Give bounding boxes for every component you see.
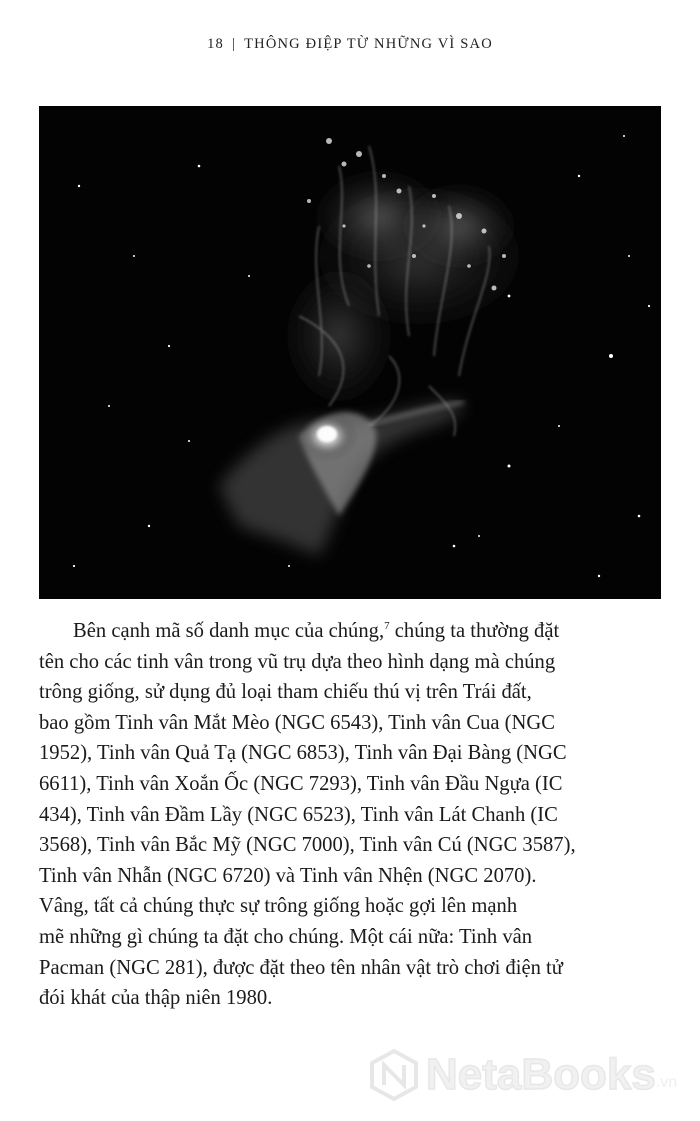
chapter-title: THÔNG ĐIỆP TỪ NHỮNG VÌ SAO [244,36,493,52]
watermark-domain: .vn [655,1074,678,1091]
body-paragraph [39,616,665,1014]
nebula-photo [39,106,661,599]
text-line: Pacman (NGC 281), được đặt theo tên nhân vật trò chơi điện tử [39,956,563,979]
watermark-text: NetaBooks [426,1050,656,1099]
text-line: 3568), Tinh vân Bắc Mỹ (NGC 7000), Tinh vân Cú (NGC 3587), [39,834,576,857]
text-line: trông giống, sử dụng đủ loại tham chiếu thú vị trên Trái đất, [39,681,532,704]
text-line: 434), Tinh vân Đầm Lầy (NGC 6523), Tinh vân Lát Chanh (IC [39,803,558,826]
nebula-photo-icon [39,106,661,599]
netabooks-logo-icon [368,1049,420,1101]
text-line: đói khát của thập niên 1980. [39,987,273,1010]
text-line: tên cho các tinh vân trong vũ trụ dựa theo hình dạng mà chúng [39,650,556,673]
text-line: 1952), Tinh vân Quả Tạ (NGC 6853), Tinh vân Đại Bàng (NGC [39,742,567,765]
text-segment: Bên cạnh mã số danh mục của chúng, [73,620,385,642]
running-header [0,36,700,53]
text-line: Vâng, tất cả chúng thực sự trông giống hoặc gợi lên mạnh [39,895,518,918]
text-line [39,616,665,647]
text-line: bao gồm Tinh vân Mắt Mèo (NGC 6543), Tinh vân Cua (NGC [39,711,556,734]
text-line: Tinh vân Nhẫn (NGC 6720) và Tinh vân Nhện (NGC 2070). [39,864,537,887]
footnote-marker: 7 [384,620,390,632]
text-line: 6611), Tinh vân Xoắn Ốc (NGC 7293), Tinh vân Đầu Ngựa (IC [39,772,563,795]
netabooks-watermark [368,1046,688,1104]
header-separator: | [232,36,237,52]
text-segment: chúng ta thường đặt [389,620,560,642]
text-line: mẽ những gì chúng ta đặt cho chúng. Một cái nữa: Tinh vân [39,925,533,948]
page-number: 18 [207,36,224,52]
